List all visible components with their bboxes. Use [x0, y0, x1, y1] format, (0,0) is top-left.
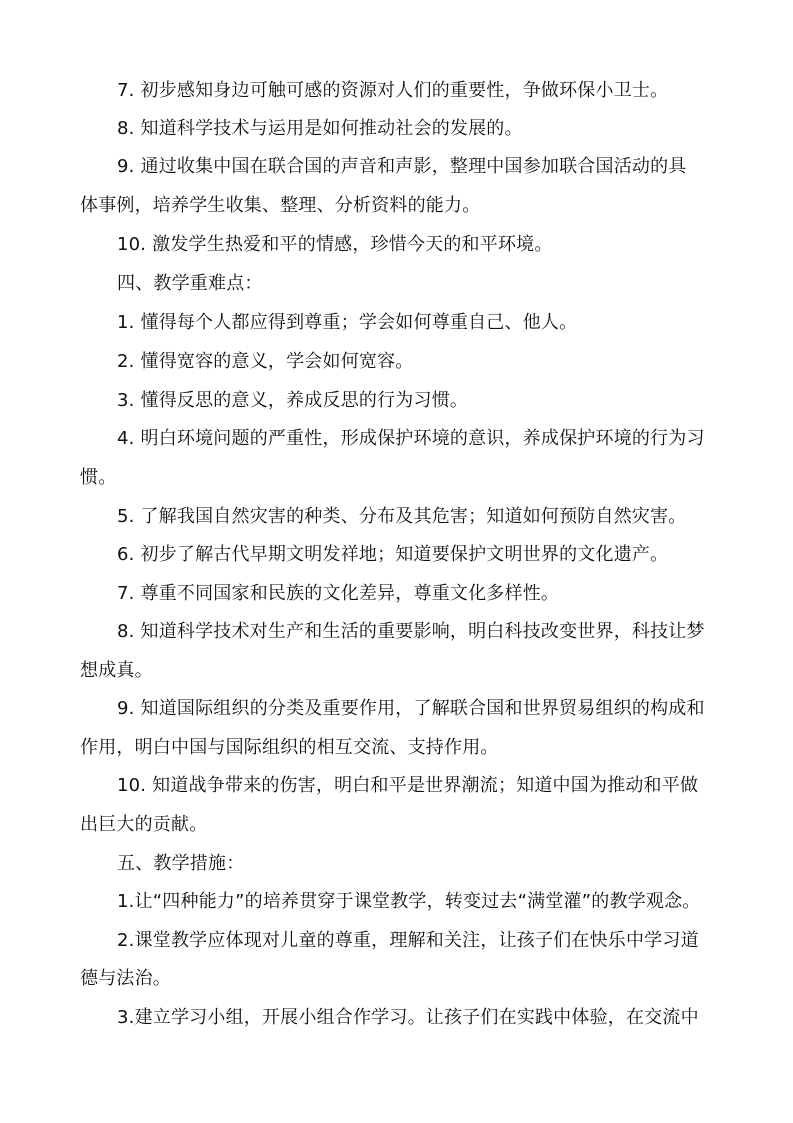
text-line: 德与法治。	[80, 968, 171, 989]
text-line: 1. 懂得每个人都应得到尊重；学会如何尊重自己、他人。	[117, 312, 578, 333]
text-line: 10. 激发学生热爱和平的情感，珍惜今天的和平环境。	[117, 234, 553, 255]
text-line: 8. 知道科学技术与运用是如何推动社会的发展的。	[117, 118, 523, 139]
text-line: 1.让“四种能力”的培养贯穿于课堂教学，转变过去“满堂灌”的教学观念。	[117, 891, 701, 912]
text-line: 2. 懂得宽容的意义，学会如何宽容。	[117, 351, 414, 372]
text-line: 5. 了解我国自然灾害的种类、分布及其危害；知道如何预防自然灾害。	[117, 506, 687, 527]
text-line: 想成真。	[80, 660, 153, 681]
text-line: 9. 知道国际组织的分类及重要作用，了解联合国和世界贸易组织的构成和	[117, 698, 705, 719]
text-line: 出巨大的贡献。	[80, 814, 208, 835]
text-line: 7. 尊重不同国家和民族的文化差异，尊重文化多样性。	[117, 583, 560, 604]
section-heading: 四、教学重难点：	[117, 273, 263, 294]
text-line: 4. 明白环境问题的严重性，形成保护环境的意识，养成保护环境的行为习	[117, 428, 705, 449]
text-line: 8. 知道科学技术对生产和生活的重要影响，明白科技改变世界，科技让梦	[117, 621, 705, 642]
text-line: 9. 通过收集中国在联合国的声音和声影，整理中国参加联合国活动的具	[117, 156, 687, 177]
section-heading: 五、教学措施：	[117, 853, 245, 874]
text-line: 惯。	[80, 467, 117, 488]
text-line: 7. 初步感知身边可触可感的资源对人们的重要性，争做环保小卫士。	[117, 80, 669, 101]
text-line: 作用，明白中国与国际组织的相互交流、支持作用。	[80, 737, 499, 758]
text-line: 2.课堂教学应体现对儿童的尊重，理解和关注，让孩子们在快乐中学习道	[117, 930, 699, 951]
text-line: 体事例，培养学生收集、整理、分析资料的能力。	[80, 195, 481, 216]
text-line: 3.建立学习小组，开展小组合作学习。让孩子们在实践中体验，在交流中	[117, 1007, 699, 1028]
text-line: 6. 初步了解古代早期文明发祥地；知道要保护文明世界的文化遗产。	[117, 544, 669, 565]
text-line: 3. 懂得反思的意义，养成反思的行为习惯。	[117, 390, 469, 411]
text-line: 10. 知道战争带来的伤害，明白和平是世界潮流；知道中国为推动和平做	[117, 775, 699, 796]
